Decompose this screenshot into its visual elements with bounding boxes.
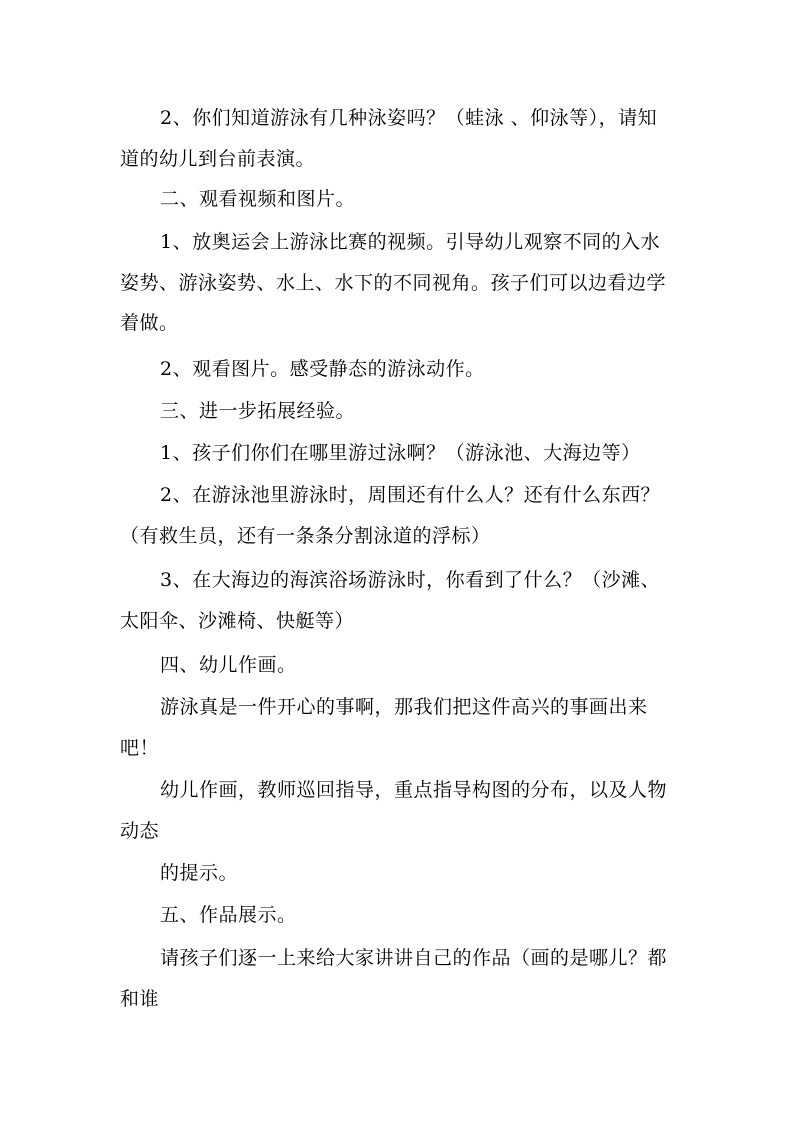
paragraph-teacher-guidance: 幼儿作画，教师巡回指导，重点指导构图的分布，以及人物动态	[120, 779, 668, 842]
paragraph-pool-surroundings: 2、在游泳池里游泳时，周围还有什么人？还有什么东西？（有救生员，还有一条条分割泳道的浮标）	[120, 484, 661, 547]
paragraph-beach-sights: 3、在大海边的海滨浴场游泳时，你看到了什么？（沙滩、太阳伞、沙滩椅、快艇等）	[120, 569, 661, 632]
paragraph-draw-happy-thing: 游泳真是一件开心的事啊，那我们把这件高兴的事画出来吧！	[120, 696, 648, 759]
paragraph-swim-styles: 2、你们知道游泳有几种泳姿吗？（蛙泳 、仰泳等），请知道的幼儿到台前表演。	[120, 107, 658, 170]
paragraph-where-swim: 1、孩子们你们在哪里游过泳啊？（游泳池、大海边等）	[160, 442, 641, 464]
paragraph-present-works: 请孩子们逐一上来给大家讲讲自己的作品（画的是哪儿？都和谁	[120, 947, 668, 1010]
paragraph-olympic-video: 1、放奥运会上游泳比赛的视频。引导幼儿观察不同的入水姿势、游泳姿势、水上、水下的不同视角。孩子们可以边看边学着做。	[120, 231, 667, 334]
paragraph-view-pictures: 2、观看图片。感受静态的游泳动作。	[160, 358, 485, 380]
heading-children-draw: 四、幼儿作画。	[160, 654, 297, 676]
paragraph-hints: 的提示。	[160, 862, 239, 884]
heading-expand-experience: 三、进一步拓展经验。	[160, 400, 356, 422]
heading-work-display: 五、作品展示。	[160, 904, 297, 926]
heading-watch-video: 二、观看视频和图片。	[160, 188, 356, 210]
